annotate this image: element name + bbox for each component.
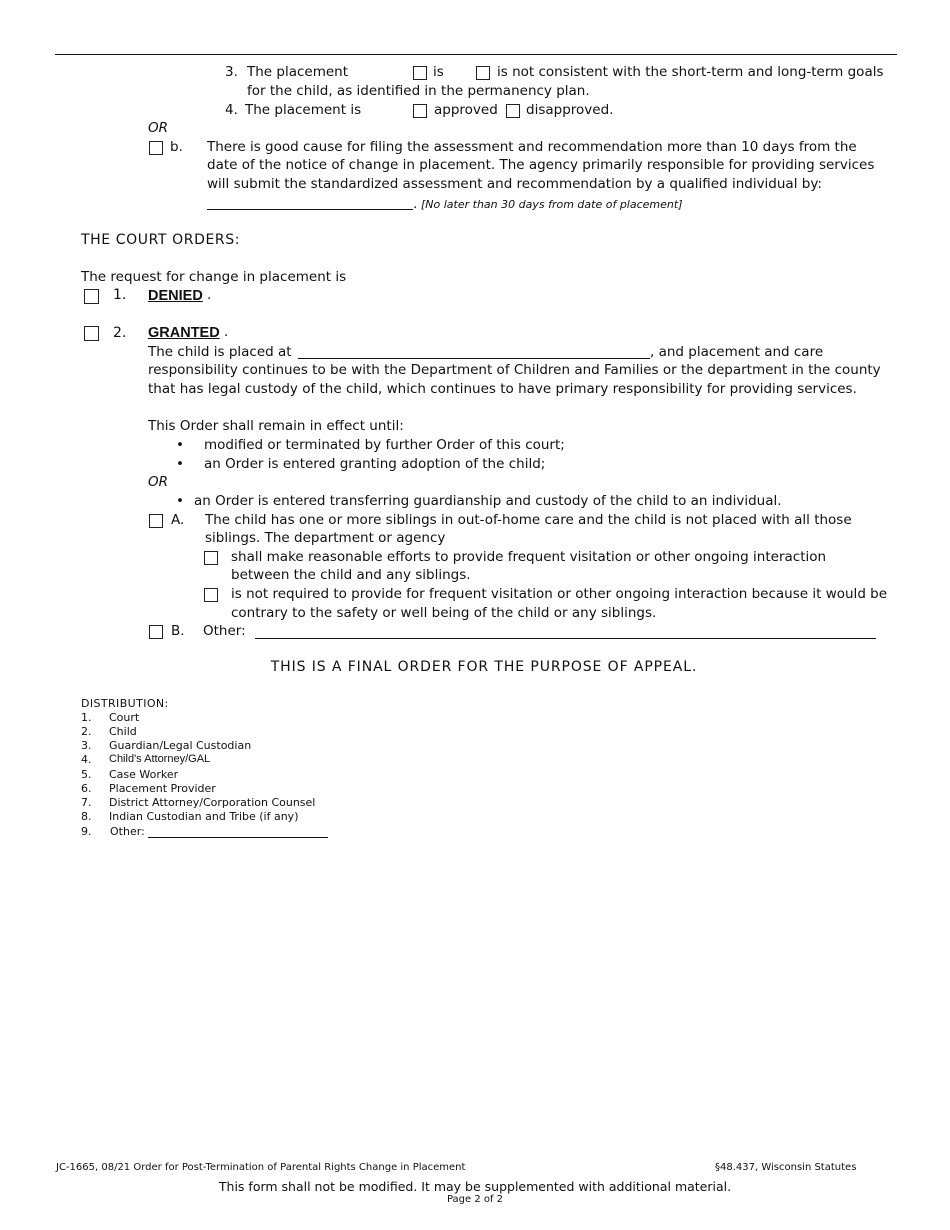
final-order-statement: THIS IS A FINAL ORDER FOR THE PURPOSE OF APPEAL.	[270, 659, 698, 675]
distribution-number: 2.	[81, 725, 92, 738]
siblings-checkbox[interactable]	[149, 514, 163, 528]
submission-date-note: [No later than 30 days from date of placement]	[421, 198, 683, 211]
distribution-heading: DISTRIBUTION:	[81, 697, 169, 710]
disapproved-checkbox[interactable]	[506, 104, 520, 118]
siblings-line-1: The child has one or more siblings in out-of-home care and the child is not placed with all those	[205, 512, 852, 528]
distribution-other-label: Other:	[110, 825, 145, 838]
good-cause-letter: b.	[170, 139, 183, 155]
distribution-number: 6.	[81, 782, 92, 795]
other-checkbox[interactable]	[149, 625, 163, 639]
effect-bullet-3: an Order is entered transferring guardianship and custody of the child to an individual.	[194, 493, 782, 509]
distribution-item: Case Worker	[109, 768, 179, 781]
court-orders-heading: THE COURT ORDERS:	[81, 232, 241, 248]
other-letter: B.	[171, 623, 185, 639]
placement-location-field[interactable]	[298, 358, 650, 359]
distribution-item: Child	[109, 725, 137, 738]
siblings-letter: A.	[171, 512, 185, 528]
good-cause-line-3: will submit the standardized assessment and recommendation by a qualified individual by:	[207, 176, 822, 192]
disapproved-label: disapproved.	[526, 102, 614, 118]
effect-bullet-icon	[176, 493, 184, 509]
granted-line-1: responsibility continues to be with the Department of Children and Families or the department in the county	[148, 362, 881, 378]
top-rule	[55, 54, 897, 55]
visitation-shall-line-1: shall make reasonable efforts to provide frequent visitation or other ongoing interaction	[231, 549, 827, 565]
visitation-not-required-line-2: contrary to the safety or well being of the child or any siblings.	[231, 605, 657, 621]
request-intro: The request for change in placement is	[81, 269, 347, 285]
good-cause-line-2: date of the notice of change in placement. The agency primarily responsible for providing services	[207, 157, 875, 173]
granted-line-2: that has legal custody of the child, which continues to have primary responsibility for providing services.	[148, 381, 857, 397]
other-field[interactable]	[255, 638, 876, 639]
modification-notice: This form shall not be modified. It may be supplemented with additional material.	[218, 1179, 732, 1194]
page-number: Page 2 of 2	[446, 1194, 504, 1205]
distribution-item: Guardian/Legal Custodian	[109, 739, 252, 752]
effect-or-label: OR	[148, 474, 169, 490]
approved-label: approved	[434, 102, 498, 118]
siblings-line-2: siblings. The department or agency	[205, 530, 446, 546]
distribution-item: Placement Provider	[109, 782, 216, 795]
denied-checkbox[interactable]	[84, 289, 99, 304]
distribution-number: 4.	[81, 753, 92, 766]
visitation-not-required-line-1: is not required to provide for frequent visitation or other ongoing interaction because it would be	[231, 586, 888, 602]
distribution-item: Indian Custodian and Tribe (if any)	[109, 810, 299, 823]
denied-label: DENIED	[148, 288, 203, 304]
good-cause-line-1: There is good cause for filing the assessment and recommendation more than 10 days from the	[207, 139, 857, 155]
effect-bullet-icon	[176, 437, 184, 453]
item-3-is-not-checkbox[interactable]	[476, 66, 490, 80]
good-cause-checkbox[interactable]	[149, 141, 163, 155]
other-label: Other:	[203, 623, 246, 639]
item-3-is-checkbox[interactable]	[413, 66, 427, 80]
effect-bullet-1: modified or terminated by further Order of this court;	[204, 437, 565, 453]
item-3-is-label: is	[433, 64, 444, 80]
item-4-number: 4.	[225, 102, 238, 118]
granted-suffix: .	[224, 324, 229, 340]
form-identifier: JC-1665, 08/21 Order for Post-Termination of Parental Rights Change in Placement	[56, 1162, 466, 1173]
placed-at-suffix: , and placement and care	[650, 344, 824, 360]
item-4-label: The placement is	[245, 102, 362, 118]
statute-reference: §48.437, Wisconsin Statutes	[715, 1162, 857, 1173]
item-3-label: The placement	[247, 64, 349, 80]
item-3-number: 3.	[225, 64, 238, 80]
effect-bullet-icon	[176, 456, 184, 472]
distribution-number: 5.	[81, 768, 92, 781]
approved-checkbox[interactable]	[413, 104, 427, 118]
distribution-other-number: 9.	[81, 825, 92, 838]
submission-date-suffix: .	[413, 196, 418, 212]
visitation-shall-line-2: between the child and any siblings.	[231, 567, 471, 583]
granted-label: GRANTED	[148, 325, 220, 341]
item-3-is-not-label: is not consistent with the short-term and long-term goals	[497, 64, 884, 80]
distribution-other-field[interactable]	[148, 837, 328, 838]
distribution-number: 8.	[81, 810, 92, 823]
denied-number: 1.	[113, 287, 127, 303]
effect-intro: This Order shall remain in effect until:	[148, 418, 404, 434]
visitation-not-required-checkbox[interactable]	[204, 588, 218, 602]
distribution-number: 7.	[81, 796, 92, 809]
distribution-number: 1.	[81, 711, 92, 724]
granted-number: 2.	[113, 325, 127, 341]
distribution-number: 3.	[81, 739, 92, 752]
granted-checkbox[interactable]	[84, 326, 99, 341]
submission-date-field[interactable]	[207, 209, 413, 210]
or-label: OR	[148, 120, 169, 136]
distribution-item: Child's Attorney/GAL	[109, 753, 211, 765]
distribution-item: Court	[109, 711, 140, 724]
item-3-line-2: for the child, as identified in the permanency plan.	[247, 83, 590, 99]
denied-suffix: .	[207, 287, 212, 303]
effect-bullet-2: an Order is entered granting adoption of the child;	[204, 456, 546, 472]
placed-at-prefix: The child is placed at	[148, 344, 292, 360]
visitation-shall-checkbox[interactable]	[204, 551, 218, 565]
distribution-item: District Attorney/Corporation Counsel	[109, 796, 316, 809]
